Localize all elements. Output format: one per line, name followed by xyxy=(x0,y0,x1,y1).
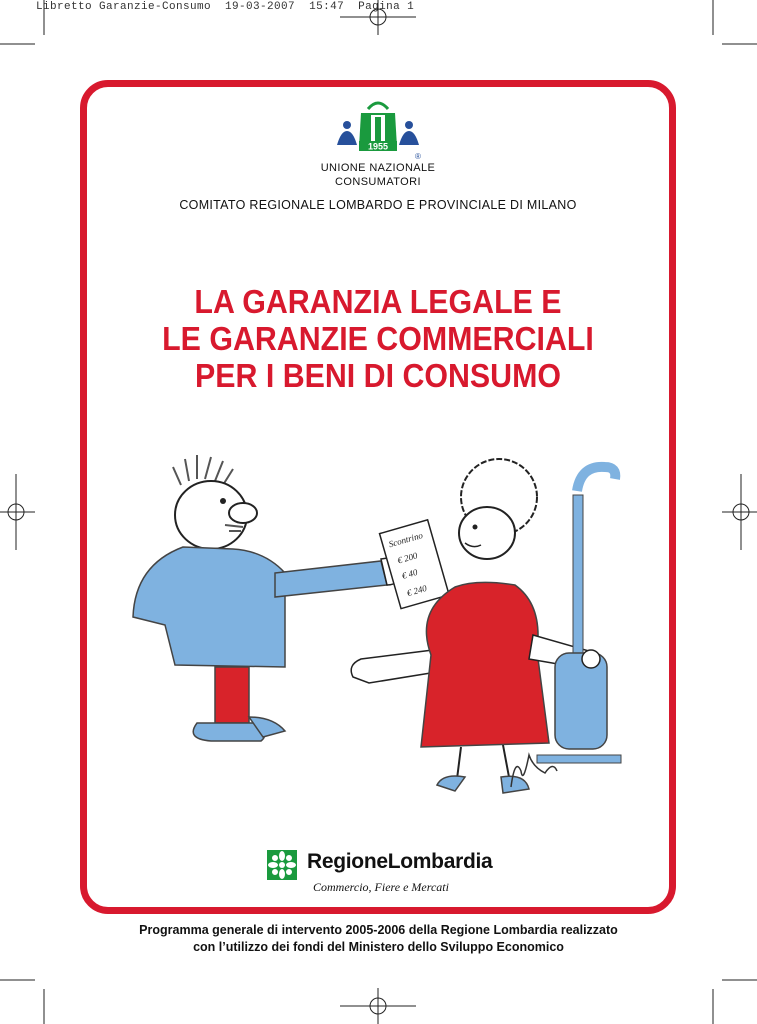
vacuum-cleaner xyxy=(537,467,621,763)
cover-illustration xyxy=(125,455,645,795)
receipt-line-1: Scontrino xyxy=(387,530,424,550)
receipt xyxy=(380,520,450,609)
woman-figure xyxy=(351,459,589,793)
unc-name-line1: UNIONE NAZIONALE xyxy=(320,162,436,174)
unc-logo-block xyxy=(87,101,669,189)
funding-note-line-2: con l’utilizzo dei fondi del Ministero dello Sviluppo Economico xyxy=(193,940,564,954)
registration-mark-right xyxy=(722,474,757,550)
funding-note-line-1: Programma generale di intervento 2005-2006 della Regione Lombardia realizzato xyxy=(139,923,618,937)
title-line-1: LA GARANZIA LEGALE E xyxy=(194,283,562,320)
slug-document: Libretto Garanzie-Consumo xyxy=(36,1,212,13)
lombardy-rose-icon xyxy=(267,850,297,880)
registration-mark-left xyxy=(0,474,35,550)
title-line-3: PER I BENI DI CONSUMO xyxy=(194,357,562,394)
unc-bag-and-people-icon xyxy=(323,101,433,161)
slug-page: Pagina 1 xyxy=(358,1,415,13)
cover-title xyxy=(110,283,645,394)
logo-year: 1955 xyxy=(367,141,389,152)
slug-time: 15:47 xyxy=(309,1,345,13)
title-line-2: LE GARANZIE COMMERCIALI xyxy=(162,320,594,357)
receipt-line-4: € 240 xyxy=(405,582,428,599)
unc-name-line2: CONSUMATORI xyxy=(335,176,421,188)
registration-mark-bottom xyxy=(340,988,416,1024)
registered-mark: ® xyxy=(415,152,421,161)
registration-mark-top xyxy=(340,0,416,35)
funding-note xyxy=(0,922,757,956)
region-name: RegioneLombardia xyxy=(307,850,493,873)
receipt-line-2: € 200 xyxy=(396,550,419,566)
cover-frame xyxy=(80,80,676,914)
region-department: Commercio, Fiere e Mercati xyxy=(313,880,449,894)
committee-name: COMITATO REGIONALE LOMBARDO E PROVINCIALE DI MILANO xyxy=(179,198,577,212)
slug-date: 19-03-2007 xyxy=(225,1,296,13)
receipt-line-3: € 40 xyxy=(400,566,419,581)
man-figure xyxy=(133,455,401,741)
